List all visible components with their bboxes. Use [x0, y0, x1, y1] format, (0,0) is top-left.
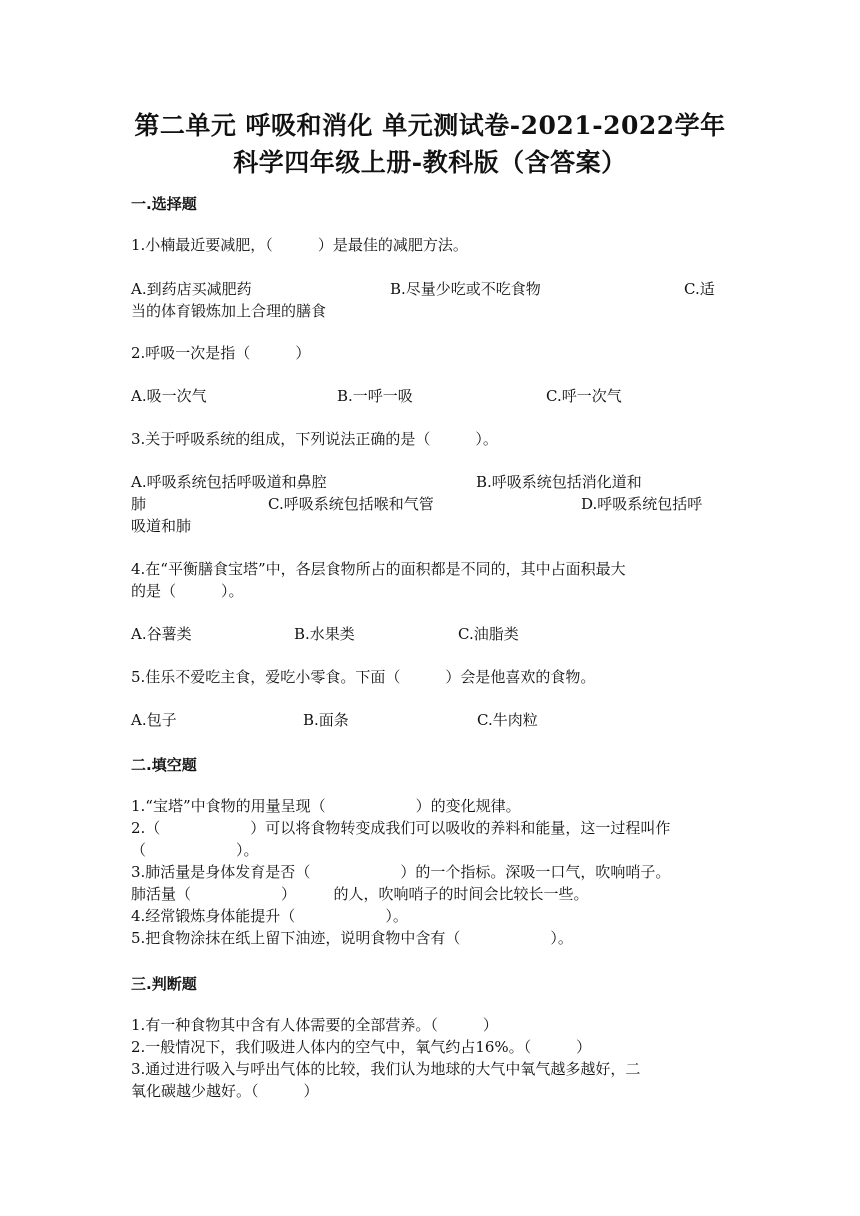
choice-q3-option-a: A.呼吸系统包括呼吸道和鼻腔	[131, 473, 327, 491]
choice-q2-option-b: B.一呼一吸	[337, 387, 413, 405]
choice-q3-stem: 3.关于呼吸系统的组成，下列说法正确的是（ ）。	[131, 430, 498, 448]
choice-q4-option-a: A.谷薯类	[131, 625, 192, 643]
choice-q3-option-d: D.呼吸系统包括呼	[581, 495, 703, 513]
choice-q1-option-c: C.适	[684, 280, 715, 298]
fill-q5: 5.把食物涂抹在纸上留下油迹，说明食物中含有（ ）。	[131, 929, 573, 947]
section-heading-fill: 二.填空题	[131, 756, 197, 774]
fill-q3: 3.肺活量是身体发育是否（ ）的一个指标。深吸一口气，吹响哨子。	[131, 863, 671, 881]
choice-q1-option-c-cont: 当的体育锻炼加上合理的膳食	[131, 302, 327, 320]
choice-q1-stem: 1.小楠最近要减肥，（ ）是最佳的减肥方法。	[131, 236, 468, 254]
fill-q3-cont: 肺活量（ ） 的人，吹响哨子的时间会比较长一些。	[131, 885, 589, 903]
section-heading-choice: 一.选择题	[131, 195, 197, 213]
choice-q1-option-b: B.尽量少吃或不吃食物	[390, 280, 541, 298]
choice-q4-option-c: C.油脂类	[458, 625, 519, 643]
choice-q2-option-c: C.呼一次气	[546, 387, 622, 405]
choice-q4-stem: 4.在“平衡膳食宝塔”中，各层食物所占的面积都是不同的，其中占面积最大	[131, 560, 626, 578]
fill-q2-cont: （ ）。	[131, 841, 259, 859]
choice-q4-stem-cont: 的是（ ）。	[131, 582, 244, 600]
choice-q5-option-b: B.面条	[303, 711, 349, 729]
fill-q4: 4.经常锻炼身体能提升（ ）。	[131, 907, 408, 925]
fill-q1: 1.“宝塔”中食物的用量呈现（ ）的变化规律。	[131, 797, 521, 815]
document-title-line-2: 科学四年级上册-教科版（含答案）	[233, 148, 627, 177]
choice-q4-option-b: B.水果类	[294, 625, 355, 643]
choice-q3-option-b-cont: 肺	[131, 495, 147, 513]
judge-q3-cont: 氧化碳越少越好。（ ）	[131, 1082, 319, 1100]
document-title-line-1: 第二单元 呼吸和消化 单元测试卷-2021-2022学年	[134, 111, 726, 140]
choice-q1-option-a: A.到药店买减肥药	[131, 280, 252, 298]
section-heading-judge: 三.判断题	[131, 975, 197, 993]
choice-q5-option-a: A.包子	[131, 711, 177, 729]
fill-q2: 2.（ ）可以将食物转变成我们可以吸收的养料和能量，这一过程叫作	[131, 819, 671, 837]
choice-q3-option-c: C.呼吸系统包括喉和气管	[268, 495, 434, 513]
choice-q2-stem: 2.呼吸一次是指（ ）	[131, 344, 311, 362]
judge-q2: 2.一般情况下，我们吸进人体内的空气中，氧气约占16%。（ ）	[131, 1038, 592, 1056]
judge-q3: 3.通过进行吸入与呼出气体的比较，我们认为地球的大气中氧气越多越好，二	[131, 1060, 641, 1078]
choice-q3-option-b: B.呼吸系统包括消化道和	[476, 473, 642, 491]
choice-q5-stem: 5.佳乐不爱吃主食，爱吃小零食。下面（ ）会是他喜欢的食物。	[131, 668, 596, 686]
judge-q1: 1.有一种食物其中含有人体需要的全部营养。（ ）	[131, 1016, 498, 1034]
choice-q5-option-c: C.牛肉粒	[477, 711, 538, 729]
choice-q2-option-a: A.吸一次气	[131, 387, 207, 405]
choice-q3-option-d-cont: 吸道和肺	[131, 517, 192, 535]
